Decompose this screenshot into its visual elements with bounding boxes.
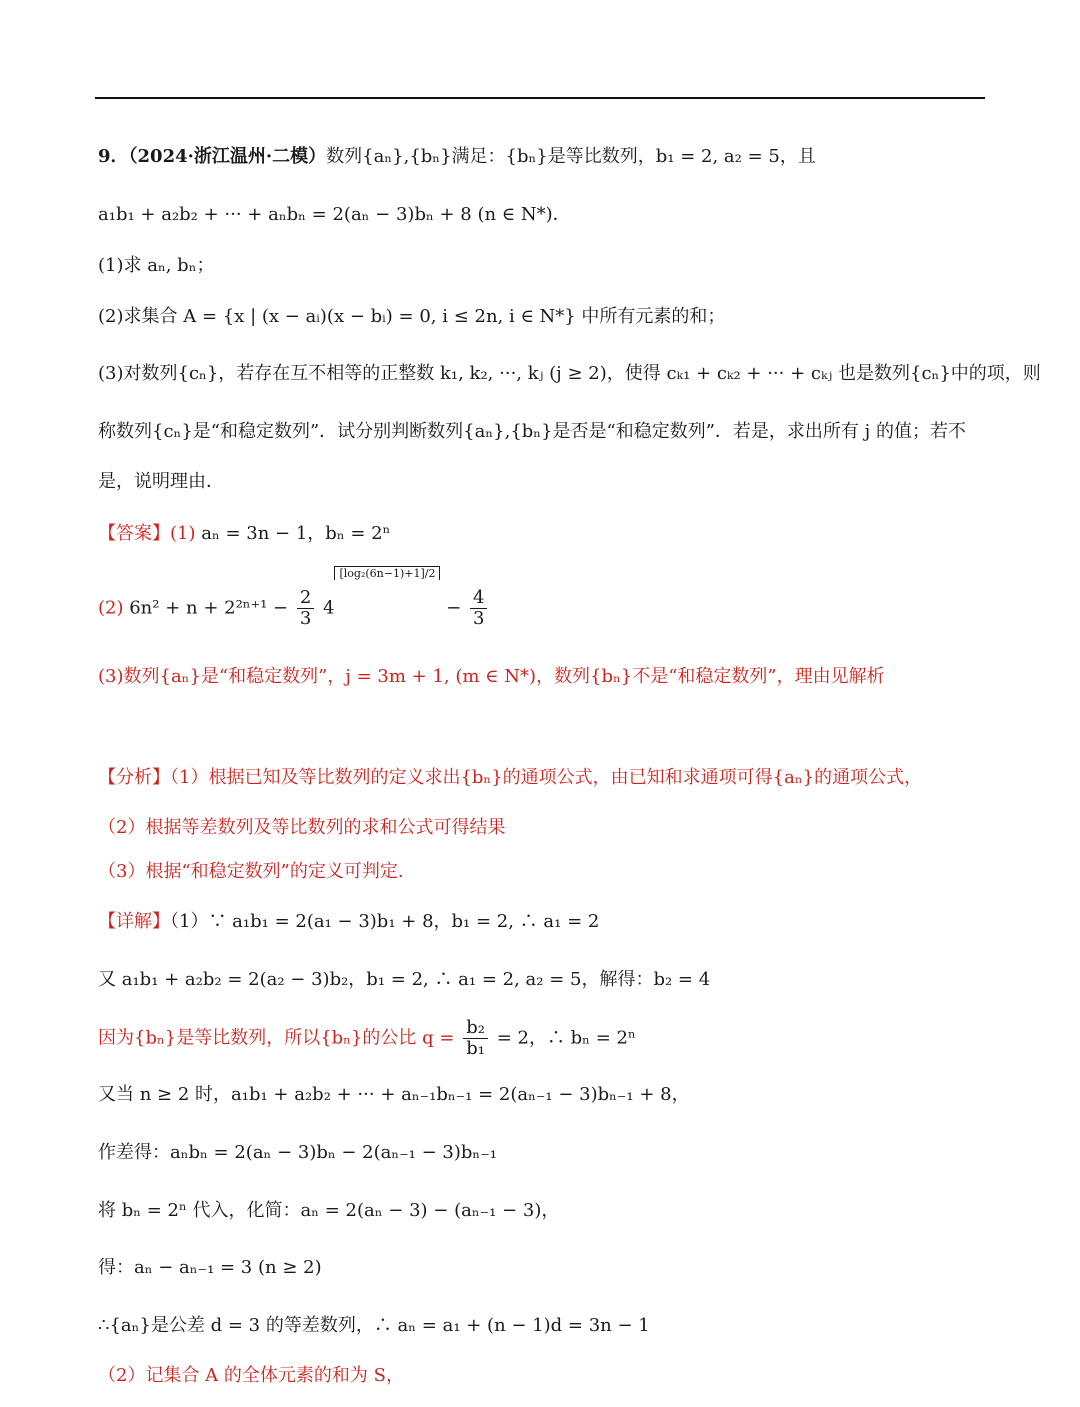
part-3-line-1: (3)对数列{cₙ}，若存在互不相等的正整数 k₁, k₂, ···, kⱼ (j ≥ 2)，使得 cₖ₁ + cₖ₂ + ··· + cₖⱼ 也是数列{cₙ}中的项，则 [98,363,1041,384]
analysis-line-3: （3）根据“和稳定数列”的定义可判定. [98,861,404,882]
part-2: (2)求集合 A = {x | (x − aᵢ)(x − bᵢ) = 0, i ≤ 2n, i ∈ N*} 中所有元素的和； [98,306,726,327]
detail-line-8: ∴{aₙ}是公差 d = 3 的等差数列，∴ aₙ = a₁ + (n − 1)d = 3n − 1 [98,1315,650,1336]
part-1: (1)求 aₙ, bₙ； [98,255,215,276]
detail-line-6: 将 bₙ = 2ⁿ 代入，化简：aₙ = 2(aₙ − 3) − (aₙ₋₁ − 3)， [98,1200,560,1221]
ratio-numerator: b₂ [463,1018,488,1039]
tail-denominator: 3 [473,608,485,629]
detail-tag: 【详解】 [98,911,170,932]
fraction-denominator: 3 [299,608,312,629]
tail-numerator: 4 [470,588,487,609]
analysis-line-1 [98,766,922,790]
detail-line-3 [98,1018,636,1066]
answer-2-fraction [297,588,314,629]
detail-text-3-pre: 因为{bₙ}是等比数列，所以{bₙ}的公比 q = [98,1027,461,1049]
answer-line-2: (2) 6n² + n + 2²ⁿ⁺¹ − $\frac{2}{3}$ 4[log₂(6n−1)+1]/2 − $\frac{4}{3}$ [98,588,490,638]
problem-number: 9． [98,146,129,167]
detail-line-1 [98,910,599,934]
answer-2-tail-fraction [470,588,487,629]
detail-line-4: 又当 n ≥ 2 时，a₁b₁ + a₂b₂ + ··· + aₙ₋₁bₙ₋₁ = 2(aₙ₋₁ − 3)bₙ₋₁ + 8， [98,1084,690,1105]
analysis-text-1: （1）根据已知及等比数列的定义求出{bₙ}的通项公式，由已知和求通项可得{aₙ}的通项公式， [170,767,923,788]
answer-line-1 [98,522,390,546]
answer-1: aₙ = 3n − 1，bₙ = 2ⁿ [201,523,391,544]
detail-text-3-post: = 2，∴ bₙ = 2ⁿ [496,1027,636,1049]
problem-equation: a₁b₁ + a₂b₂ + ··· + aₙbₙ = 2(aₙ − 3)bₙ + 8 (n ∈ N*)． [98,204,571,225]
answer-line-3: (3)数列{aₙ}是“和稳定数列”，j = 3m + 1, (m ∈ N*)，数列{bₙ}不是“和稳定数列”，理由见解析 [98,666,885,687]
answer-1-label: (1) [170,523,196,544]
detail-line-2: 又 a₁b₁ + a₂b₂ = 2(a₂ − 3)b₂，b₁ = 2, ∴ a₁ = 2, a₂ = 5，解得：b₂ = 4 [98,969,711,990]
problem-source: （2024·浙江温州·二模） [128,146,327,167]
ratio-fraction [463,1018,488,1059]
fraction-numerator: 2 [297,588,314,609]
detail-line-5: 作差得：aₙbₙ = 2(aₙ − 3)bₙ − 2(aₙ₋₁ − 3)bₙ₋₁ [98,1142,497,1163]
analysis-tag: 【分析】 [98,767,170,788]
top-rule [95,97,985,99]
power-base: 4 [323,597,335,619]
detail-line-9: （2）记集合 A 的全体元素的和为 S， [98,1365,404,1386]
answer-2-main: 6n² + n + 2²ⁿ⁺¹ − [129,597,294,619]
problem-line-1 [98,145,816,169]
part-3-line-3: 是，说明理由． [98,471,224,492]
detail-line-7: 得：aₙ − aₙ₋₁ = 3 (n ≥ 2) [98,1257,322,1278]
analysis-line-2: （2）根据等差数列及等比数列的求和公式可得结果 [98,817,506,838]
part-3-line-2: 称数列{cₙ}是“和稳定数列”．试分别判断数列{aₙ},{bₙ}是否是“和稳定数列”．若是，求出所有 j 的值；若不 [98,421,966,442]
power-exponent: [log₂(6n−1)+1]/2 [334,566,440,580]
answer-2-label: (2) [98,597,124,619]
ratio-denominator: b₁ [466,1038,485,1059]
answer-tag: 【答案】 [98,523,170,544]
detail-text-1: （1）∵ a₁b₁ = 2(a₁ − 3)b₁ + 8，b₁ = 2, ∴ a₁ = 2 [170,911,600,932]
problem-statement: 数列{aₙ},{bₙ}满足：{bₙ}是等比数列，b₁ = 2, a₂ = 5，且 [326,146,816,167]
